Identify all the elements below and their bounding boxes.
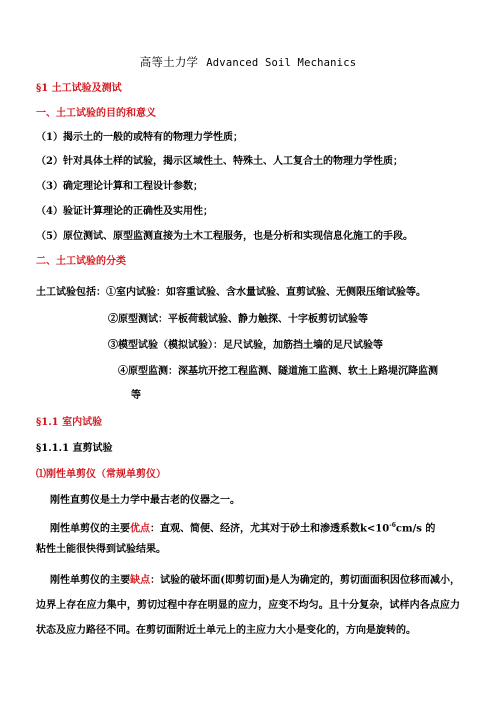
paragraph-disadvantages	[36, 568, 460, 643]
advantages-keyword: 优点	[130, 523, 150, 535]
paragraph-advantages-continued: 粘性土能很快得到试验结果。	[36, 544, 166, 555]
paragraph-advantages	[50, 519, 460, 536]
section-1-1-heading: §1.1 室内试验	[36, 417, 103, 428]
classification-item-4-continued: 等	[131, 390, 141, 401]
section-1-heading: §1 土工试验及测试	[36, 83, 122, 94]
disadvantages-keyword: 缺点	[130, 575, 151, 586]
title-english: Advanced Soil Mechanics	[206, 57, 357, 69]
purpose-item-4: （4）验证计算理论的正确性及实用性；	[36, 206, 213, 217]
document-title	[0, 55, 496, 70]
disadvantages-text: ：试验的破坏面(即剪切面)是人为确定的，剪切面面积因位移而减小，边界上存在应力集中，剪切过程中存在明显的应力，应变不均匀。且十分复杂，试样内各点应力状态及应力路径不同。在剪切面附近土单元上的主应力大小是变化的，方向是旋转的。	[36, 575, 461, 636]
heading-classification: 二、土工试验的分类	[36, 256, 126, 267]
purpose-item-3: （3）确定理论计算和工程设计参数；	[36, 181, 203, 192]
disadvantages-prefix: 刚性单剪仪的主要	[50, 575, 131, 586]
rigid-shear-heading: ⑴刚性单剪仪（常规单剪仪）	[36, 469, 166, 480]
advantages-unit: cm/s 的	[395, 523, 436, 535]
advantages-text: ：直观、简便、经济，尤其对于砂土和渗透系数k<10	[150, 523, 390, 535]
classification-item-3: ③模型试验（模拟试验）：足尺试验，加筋挡土墙的足尺试验等	[108, 340, 383, 351]
purpose-item-5: （5）原位测试、原型监测直接为土木工程服务，也是分析和实现信息化施工的手段。	[36, 231, 413, 242]
purpose-item-1: （1）揭示土的一般的或特有的物理力学性质；	[36, 132, 243, 143]
title-chinese: 高等土力学	[139, 55, 199, 69]
heading-purpose: 一、土工试验的目的和意义	[36, 108, 156, 119]
classification-intro: 土工试验包括：①室内试验：如容重试验、含水量试验、直剪试验、无侧限压缩试验等。	[36, 287, 426, 298]
advantages-exponent: -6	[389, 522, 396, 529]
advantages-prefix: 刚性单剪仪的主要	[50, 523, 130, 535]
classification-item-4: ④原型监测：深基坑开挖工程监测、隧道施工监测、软土上路堤沉降监测	[118, 366, 438, 377]
purpose-item-2: （2）针对具体土样的试验，揭示区域性土、特殊土、人工复合土的物理力学性质；	[36, 156, 403, 167]
paragraph-history: 刚性直剪仪是土力学中最古老的仪器之一。	[50, 495, 240, 506]
section-1-1-1-heading: §1.1.1 直剪试验	[36, 443, 113, 454]
classification-item-2: ②原型测试：平板荷载试验、静力触探、十字板剪切试验等	[108, 314, 368, 325]
